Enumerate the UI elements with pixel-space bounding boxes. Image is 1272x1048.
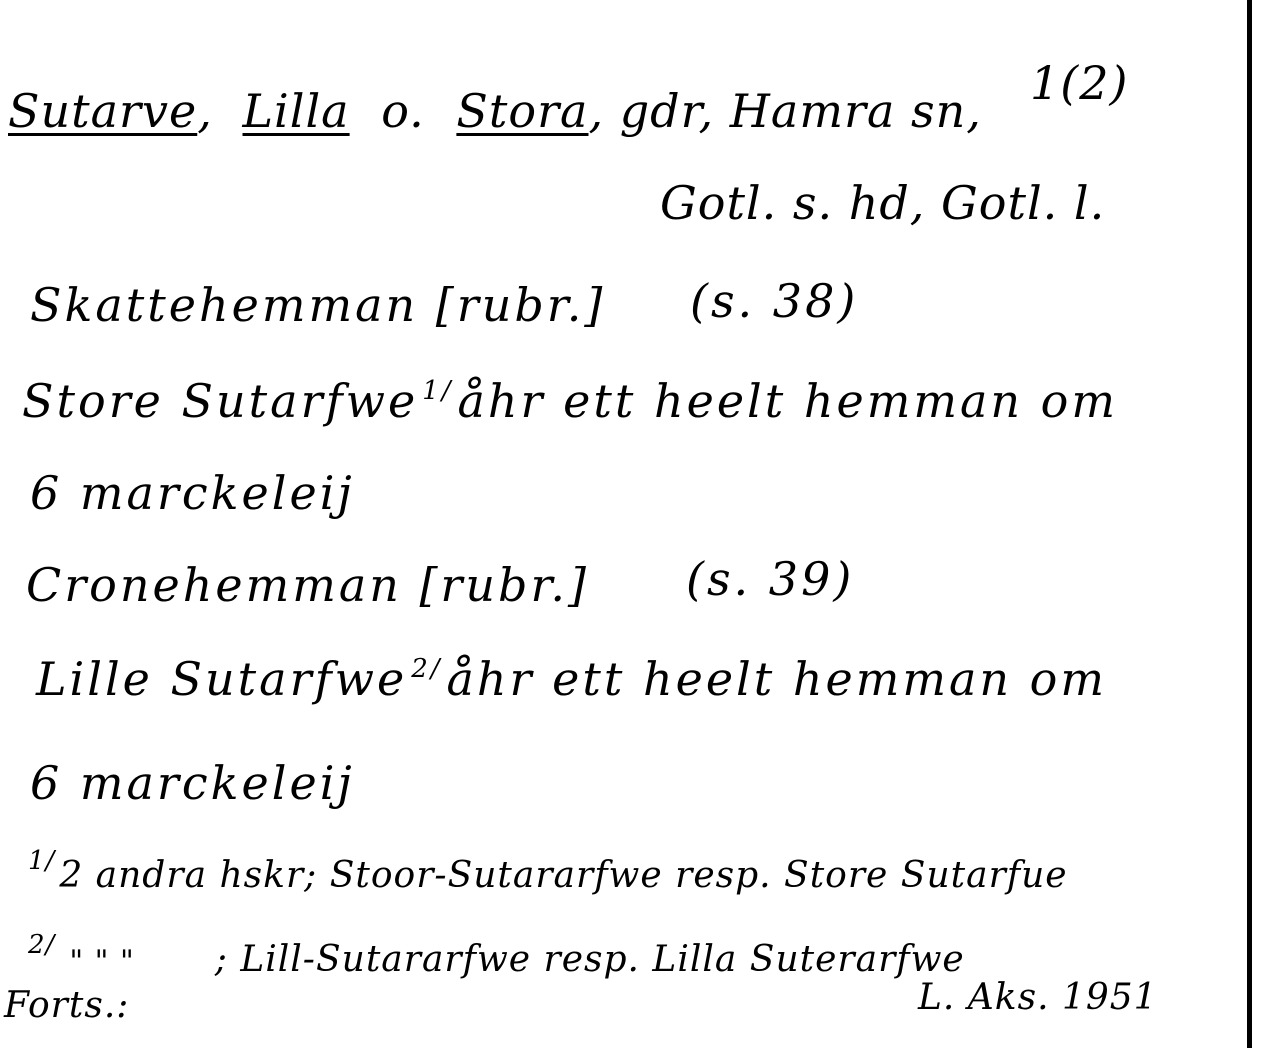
entry-skattehemman — [30, 278, 606, 332]
card-right-edge — [1247, 0, 1252, 1048]
entry-text-after: åhr ett heelt hemman om — [457, 374, 1118, 428]
heading-rest: , gdr, Hamra sn, — [588, 84, 982, 138]
entry-cronehemman — [26, 558, 589, 612]
continued-label: Forts.: — [4, 985, 130, 1026]
heading-conjunction: o. — [381, 84, 425, 138]
footnote-1 — [24, 848, 1068, 894]
entry-heading-text: Cronehemman [rubr.] — [26, 558, 589, 612]
card-location: Gotl. s. hd, Gotl. l. — [660, 176, 1106, 230]
entry-text-before: Lille Sutarfwe — [36, 652, 408, 706]
footnote-ditto-marks: " " " — [69, 944, 135, 979]
footnote-text: 2 andra hskr; Stoor-Sutararfwe resp. Store Sutarfue — [59, 855, 1068, 896]
entry-store-sutarfwe — [22, 374, 1118, 428]
heading-name-stora: Stora — [456, 84, 589, 138]
footnote-2 — [24, 932, 965, 978]
entry-heading-text: Skattehemman [rubr.] — [30, 278, 606, 332]
footnote-mark: 2/ — [411, 654, 443, 684]
entry-lille-sutarfwe — [36, 652, 1107, 706]
footnote-text: ; Lill-Sutararfwe resp. Lilla Suterarfwe — [214, 939, 965, 980]
entry-page-ref: (s. 38) — [690, 274, 859, 328]
footnote-mark: 1/ — [28, 846, 56, 876]
footnote-mark: 2/ — [28, 930, 56, 960]
entry-text-before: Store Sutarfwe — [22, 374, 419, 428]
entry-page-ref: (s. 39) — [686, 552, 855, 606]
heading-name-sutarve: Sutarve — [8, 84, 198, 138]
footnote-mark: 1/ — [422, 376, 454, 406]
card-number: 1(2) — [1030, 56, 1129, 110]
entry-marckeleij-1: 6 marckeleij — [30, 466, 355, 520]
heading-name-lilla: Lilla — [242, 84, 350, 138]
card-heading — [8, 84, 982, 138]
entry-text-after: åhr ett heelt hemman om — [446, 652, 1107, 706]
entry-marckeleij-2: 6 marckeleij — [30, 756, 355, 810]
heading-separator: , — [197, 84, 213, 138]
signature: L. Aks. 1951 — [918, 977, 1158, 1018]
